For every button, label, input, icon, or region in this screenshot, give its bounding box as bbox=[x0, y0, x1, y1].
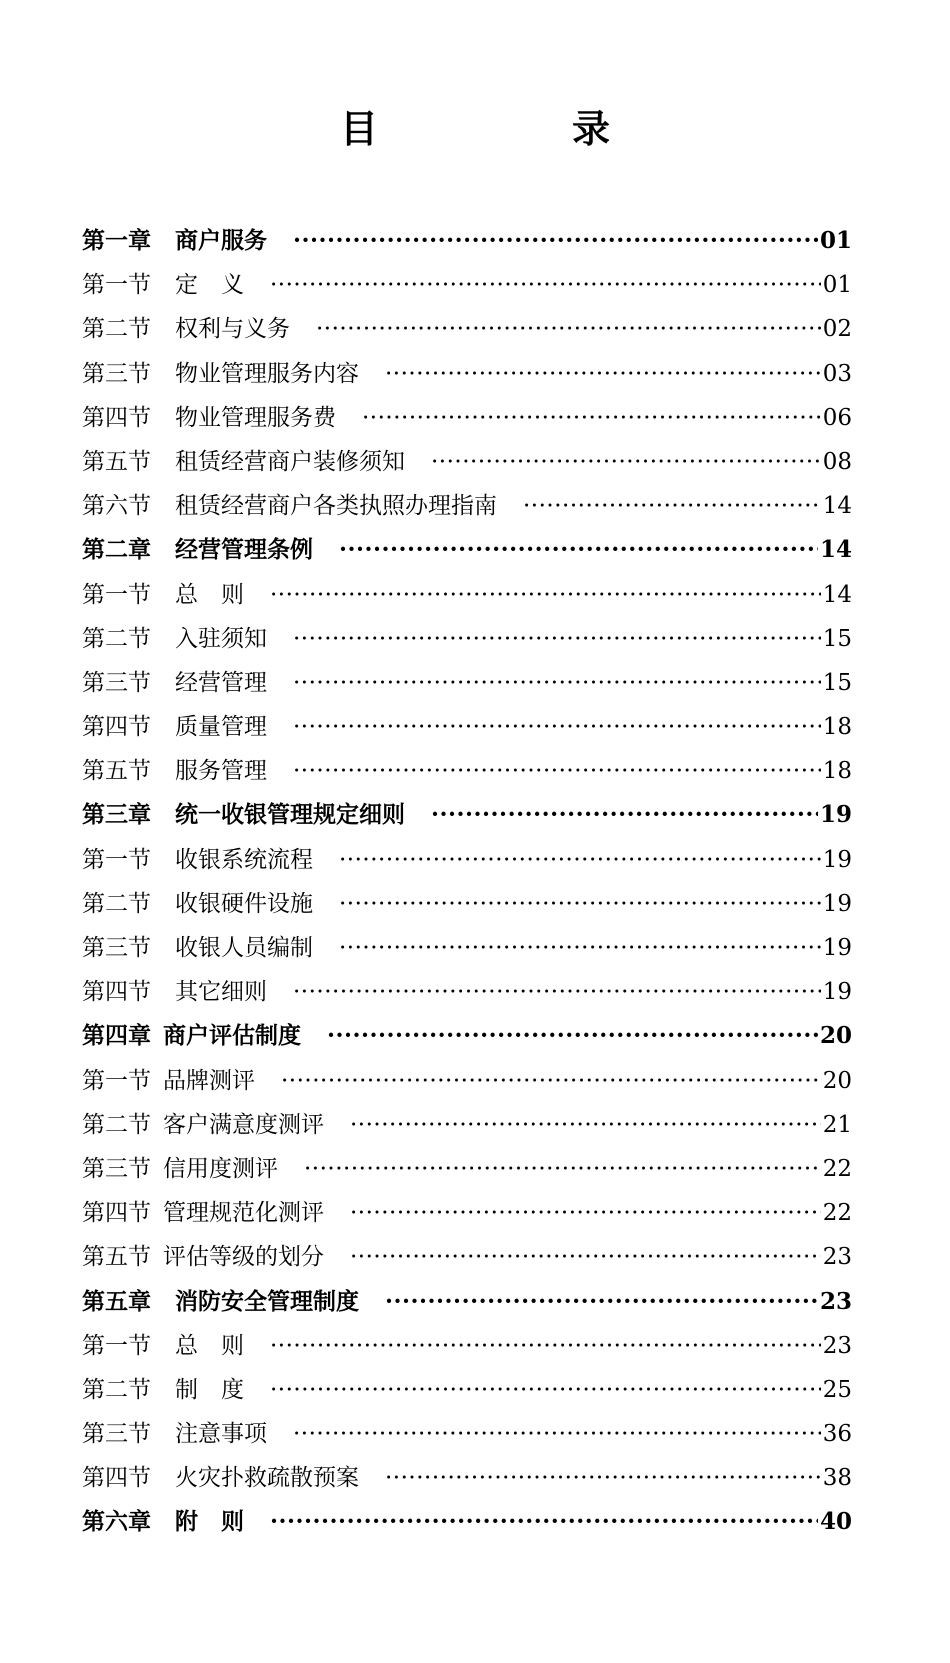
dot-leader bbox=[304, 1154, 821, 1184]
dot-leader bbox=[350, 1110, 821, 1140]
section-number: 第三节 bbox=[82, 669, 151, 696]
section-number: 第二节 bbox=[82, 625, 151, 652]
toc-chapter-entry[interactable] bbox=[82, 1507, 852, 1551]
toc-section-entry[interactable] bbox=[82, 712, 852, 756]
dot-leader bbox=[362, 403, 821, 433]
section-title: 经营管理 bbox=[175, 669, 267, 696]
chapter-title: 消防安全管理制度 bbox=[175, 1287, 359, 1315]
page-number: 14 bbox=[822, 493, 852, 520]
toc-section-entry[interactable] bbox=[82, 1419, 852, 1463]
toc-chapter-entry[interactable] bbox=[82, 535, 852, 579]
dot-leader bbox=[339, 889, 821, 919]
page-number: 14 bbox=[819, 536, 852, 564]
dot-leader bbox=[431, 447, 821, 477]
toc-section-entry[interactable] bbox=[82, 624, 852, 668]
page-number: 21 bbox=[822, 1111, 852, 1138]
section-number: 第一节 bbox=[82, 581, 151, 608]
section-number: 第四节 bbox=[82, 404, 151, 431]
section-title: 注意事项 bbox=[175, 1421, 267, 1448]
page-number: 19 bbox=[822, 890, 852, 917]
toc-section-entry[interactable] bbox=[82, 403, 852, 447]
page-number: 01 bbox=[822, 272, 852, 299]
toc-section-entry[interactable] bbox=[82, 889, 852, 933]
section-title: 入驻须知 bbox=[175, 625, 267, 652]
section-number: 第五节 bbox=[82, 448, 151, 475]
dot-leader bbox=[385, 1463, 821, 1493]
section-title: 评估等级的划分 bbox=[163, 1244, 324, 1271]
chapter-title: 附 则 bbox=[175, 1508, 244, 1536]
page-title: 目 录 bbox=[339, 107, 688, 151]
toc-section-entry[interactable] bbox=[82, 1198, 852, 1242]
page-number: 02 bbox=[822, 316, 852, 343]
section-title: 服务管理 bbox=[175, 758, 267, 785]
section-title: 信用度测评 bbox=[163, 1155, 278, 1182]
section-title: 管理规范化测评 bbox=[163, 1200, 324, 1227]
section-title: 火灾扑救疏散预案 bbox=[175, 1465, 359, 1492]
page-number: 06 bbox=[822, 404, 852, 431]
dot-leader bbox=[293, 1419, 821, 1449]
section-title: 总 则 bbox=[175, 581, 244, 608]
toc-section-entry[interactable] bbox=[82, 1375, 852, 1419]
section-number: 第四节 bbox=[82, 714, 151, 741]
section-number: 第四节 bbox=[82, 979, 151, 1006]
dot-leader bbox=[339, 845, 821, 875]
chapter-number: 第四章 bbox=[82, 1022, 151, 1050]
toc-section-entry[interactable] bbox=[82, 933, 852, 977]
toc-chapter-entry[interactable] bbox=[82, 1021, 852, 1065]
toc-section-entry[interactable] bbox=[82, 668, 852, 712]
toc-section-entry[interactable] bbox=[82, 1066, 852, 1110]
dot-leader bbox=[293, 668, 821, 698]
page-number: 15 bbox=[822, 625, 852, 652]
toc-chapter-entry[interactable] bbox=[82, 1287, 852, 1331]
chapter-number: 第六章 bbox=[82, 1508, 151, 1536]
section-number: 第一节 bbox=[82, 1332, 151, 1359]
section-title: 租赁经营商户装修须知 bbox=[175, 448, 405, 475]
section-title: 物业管理服务内容 bbox=[175, 360, 359, 387]
chapter-number: 第二章 bbox=[82, 536, 151, 564]
page-number: 14 bbox=[822, 581, 852, 608]
chapter-title: 统一收银管理规定细则 bbox=[175, 801, 405, 829]
table-of-contents bbox=[82, 226, 852, 1552]
page-number: 23 bbox=[822, 1244, 852, 1271]
dot-leader bbox=[523, 491, 821, 521]
page-number: 01 bbox=[819, 227, 852, 254]
dot-leader bbox=[431, 800, 818, 830]
page-number: 08 bbox=[822, 448, 852, 475]
dot-leader bbox=[350, 1198, 821, 1228]
section-number: 第一节 bbox=[82, 272, 151, 299]
dot-leader bbox=[270, 1331, 821, 1361]
toc-section-entry[interactable] bbox=[82, 977, 852, 1021]
toc-section-entry[interactable] bbox=[82, 447, 852, 491]
chapter-number: 第三章 bbox=[82, 801, 151, 829]
chapter-title: 经营管理条例 bbox=[175, 536, 313, 564]
dot-leader bbox=[385, 359, 821, 389]
toc-section-entry[interactable] bbox=[82, 270, 852, 314]
toc-section-entry[interactable] bbox=[82, 756, 852, 800]
page-number: 38 bbox=[822, 1465, 852, 1492]
toc-section-entry[interactable] bbox=[82, 314, 852, 358]
section-number: 第二节 bbox=[82, 890, 151, 917]
dot-leader bbox=[339, 535, 818, 565]
section-title: 总 则 bbox=[175, 1332, 244, 1359]
page-number: 18 bbox=[822, 714, 852, 741]
page-number: 36 bbox=[822, 1421, 852, 1448]
dot-leader bbox=[270, 1507, 818, 1537]
section-number: 第三节 bbox=[82, 935, 151, 961]
section-title: 制 度 bbox=[175, 1376, 244, 1403]
toc-chapter-entry[interactable] bbox=[82, 226, 852, 270]
section-number: 第二节 bbox=[82, 1111, 151, 1138]
dot-leader bbox=[327, 1021, 818, 1051]
section-title: 其它细则 bbox=[175, 979, 267, 1006]
section-title: 租赁经营商户各类执照办理指南 bbox=[175, 493, 497, 520]
dot-leader bbox=[293, 712, 821, 742]
page-number: 03 bbox=[822, 360, 852, 387]
page-number: 22 bbox=[822, 1155, 852, 1182]
page-number: 23 bbox=[822, 1332, 852, 1359]
dot-leader bbox=[293, 977, 821, 1007]
page-number: 20 bbox=[819, 1022, 852, 1050]
section-number: 第五节 bbox=[82, 1244, 151, 1271]
page-number: 22 bbox=[822, 1200, 852, 1227]
dot-leader bbox=[270, 1375, 821, 1405]
dot-leader bbox=[270, 580, 821, 610]
toc-section-entry[interactable] bbox=[82, 580, 852, 624]
dot-leader bbox=[293, 624, 821, 654]
dot-leader bbox=[316, 314, 821, 344]
chapter-title: 商户服务 bbox=[175, 227, 267, 254]
section-number: 第三节 bbox=[82, 1421, 151, 1448]
toc-section-entry[interactable] bbox=[82, 491, 852, 535]
section-title: 权利与义务 bbox=[175, 316, 290, 343]
dot-leader bbox=[281, 1066, 821, 1096]
page-number: 20 bbox=[822, 1067, 852, 1094]
section-number: 第二节 bbox=[82, 316, 151, 343]
page-number: 19 bbox=[822, 846, 852, 873]
page-number: 40 bbox=[819, 1508, 852, 1536]
toc-section-entry[interactable] bbox=[82, 1331, 852, 1375]
page-number: 19 bbox=[819, 801, 852, 829]
section-title: 品牌测评 bbox=[163, 1067, 255, 1094]
section-title: 收银硬件设施 bbox=[175, 890, 313, 917]
page-number: 18 bbox=[822, 758, 852, 785]
section-title: 客户满意度测评 bbox=[163, 1111, 324, 1138]
toc-chapter-entry[interactable] bbox=[82, 800, 852, 844]
section-number: 第六节 bbox=[82, 493, 151, 520]
section-title: 收银人员编制 bbox=[175, 935, 313, 961]
page-number: 25 bbox=[822, 1376, 852, 1403]
toc-section-entry[interactable] bbox=[82, 1242, 852, 1286]
section-title: 质量管理 bbox=[175, 714, 267, 741]
page-number: 23 bbox=[819, 1287, 852, 1315]
chapter-title: 商户评估制度 bbox=[163, 1022, 301, 1050]
section-title: 物业管理服务费 bbox=[175, 404, 336, 431]
chapter-number: 第一章 bbox=[82, 227, 151, 254]
section-number: 第一节 bbox=[82, 846, 151, 873]
dot-leader bbox=[350, 1242, 821, 1272]
page-number: 19 bbox=[822, 979, 852, 1006]
dot-leader bbox=[385, 1287, 818, 1317]
section-title: 定 义 bbox=[175, 272, 244, 299]
chapter-number: 第五章 bbox=[82, 1287, 151, 1315]
page-number: 15 bbox=[822, 669, 852, 696]
section-number: 第三节 bbox=[82, 360, 151, 387]
section-number: 第四节 bbox=[82, 1465, 151, 1492]
toc-section-entry[interactable] bbox=[82, 1110, 852, 1154]
toc-section-entry[interactable] bbox=[82, 845, 852, 889]
toc-section-entry[interactable] bbox=[82, 1463, 852, 1507]
page-number: 19 bbox=[822, 935, 852, 961]
toc-section-entry[interactable] bbox=[82, 359, 852, 403]
section-number: 第三节 bbox=[82, 1155, 151, 1182]
dot-leader bbox=[293, 756, 821, 786]
toc-section-entry[interactable] bbox=[82, 1154, 852, 1198]
section-number: 第一节 bbox=[82, 1067, 151, 1094]
section-number: 第五节 bbox=[82, 758, 151, 785]
dot-leader bbox=[270, 270, 821, 300]
section-number: 第四节 bbox=[82, 1200, 151, 1227]
dot-leader bbox=[293, 226, 818, 256]
section-number: 第二节 bbox=[82, 1376, 151, 1403]
dot-leader bbox=[339, 933, 821, 963]
section-title: 收银系统流程 bbox=[175, 846, 313, 873]
